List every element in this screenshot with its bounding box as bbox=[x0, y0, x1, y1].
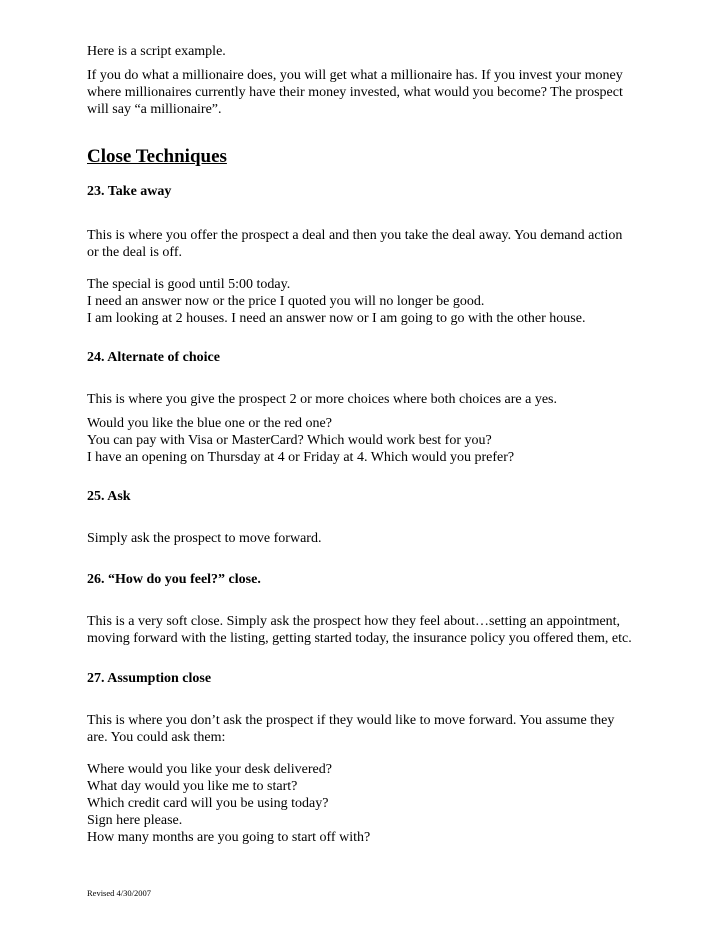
item-desc: This is where you offer the prospect a deal and then you take the deal away. You demand action bbox=[87, 228, 623, 243]
item-desc: Simply ask the prospect to move forward. bbox=[87, 531, 322, 546]
example-line: Sign here please. bbox=[87, 813, 183, 828]
item-desc: moving forward with the listing, getting started today, the insurance policy you offered them, etc. bbox=[87, 631, 632, 646]
intro-line: will say “a millionaire”. bbox=[87, 102, 222, 117]
example-line: I need an answer now or the price I quoted you will no longer be good. bbox=[87, 294, 485, 309]
example-line: Would you like the blue one or the red one? bbox=[87, 416, 332, 431]
item-heading-27: 27. Assumption close bbox=[87, 671, 212, 686]
item-heading-24: 24. Alternate of choice bbox=[87, 350, 220, 365]
example-line: Where would you like your desk delivered? bbox=[87, 762, 332, 777]
example-line: The special is good until 5:00 today. bbox=[87, 277, 291, 292]
item-heading-26: 26. “How do you feel?” close. bbox=[87, 572, 261, 587]
item-desc: or the deal is off. bbox=[87, 245, 182, 260]
intro-label: Here is a script example. bbox=[87, 44, 226, 59]
example-line: What day would you like me to start? bbox=[87, 779, 298, 794]
example-line: How many months are you going to start off with? bbox=[87, 830, 371, 845]
page-footer: Revised 4/30/2007 bbox=[87, 888, 151, 898]
example-line: I have an opening on Thursday at 4 or Friday at 4. Which would you prefer? bbox=[87, 450, 515, 465]
item-heading-25: 25. Ask bbox=[87, 489, 131, 504]
section-heading: Close Techniques bbox=[87, 146, 227, 167]
item-desc: This is where you give the prospect 2 or more choices where both choices are a yes. bbox=[87, 392, 558, 407]
item-heading-23: 23. Take away bbox=[87, 184, 172, 199]
example-line: Which credit card will you be using today? bbox=[87, 796, 329, 811]
intro-line: where millionaires currently have their money invested, what would you become? The prospect bbox=[87, 85, 623, 100]
intro-line: If you do what a millionaire does, you will get what a millionaire has. If you invest your money bbox=[87, 68, 623, 83]
item-desc: This is a very soft close. Simply ask the prospect how they feel about…setting an appointment, bbox=[87, 614, 621, 629]
item-desc: This is where you don’t ask the prospect if they would like to move forward. You assume they bbox=[87, 713, 615, 728]
example-line: I am looking at 2 houses. I need an answer now or I am going to go with the other house. bbox=[87, 311, 586, 326]
item-desc: are. You could ask them: bbox=[87, 730, 226, 745]
example-line: You can pay with Visa or MasterCard? Which would work best for you? bbox=[87, 433, 492, 448]
